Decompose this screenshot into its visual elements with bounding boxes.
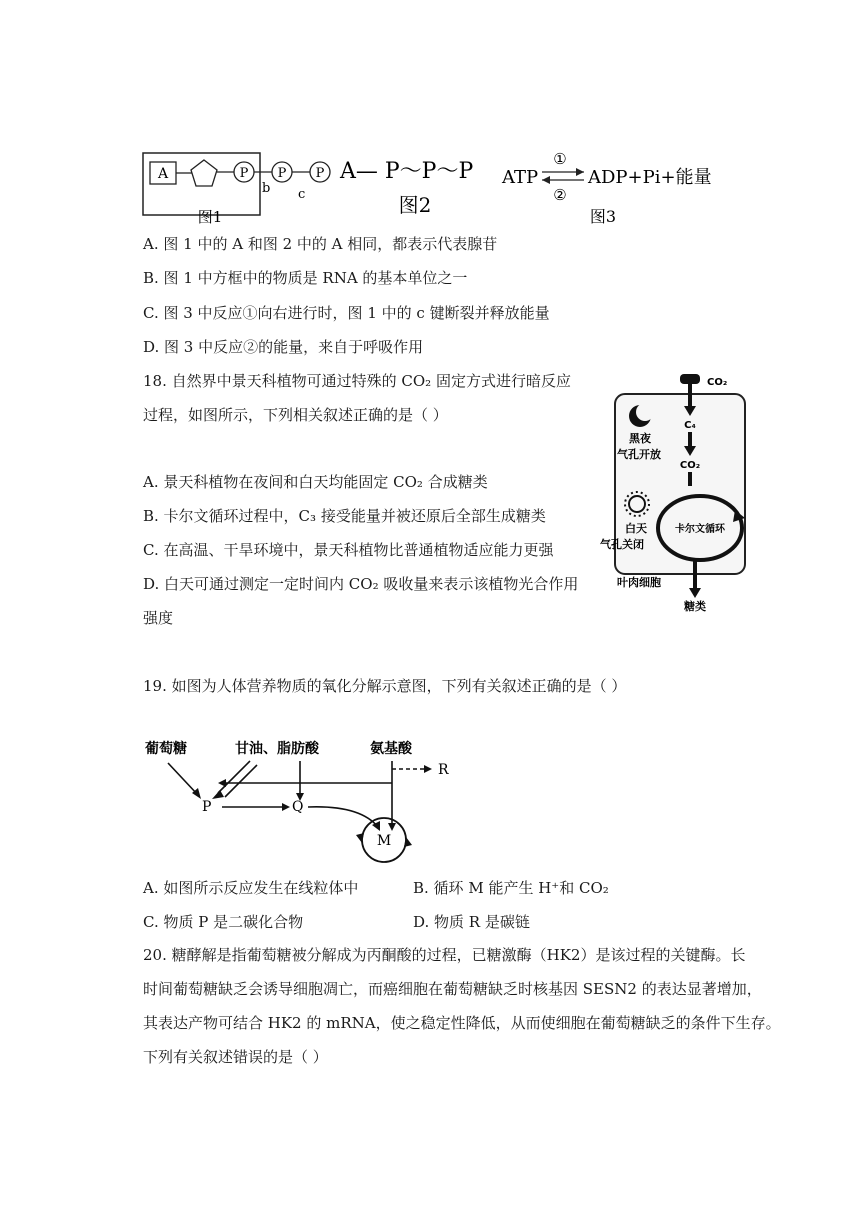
sugar-label: 糖类 xyxy=(684,600,706,613)
fig3-caption: 图3 xyxy=(589,207,617,226)
q18-option-c: C. 在高温、干旱环境中，景天科植物比普通植物适应能力更强 xyxy=(143,541,554,559)
q18-stem-line-1: 18. 自然界中景天科植物可通过特殊的 CO₂ 固定方式进行暗反应 xyxy=(143,372,571,390)
r-label: R xyxy=(438,762,449,778)
adp-products: ADP+Pi+能量 xyxy=(588,167,712,188)
svg-text:卡尔文循环: 卡尔文循环 xyxy=(675,524,725,535)
svg-text:P: P xyxy=(277,166,287,181)
c4-label: C₄ xyxy=(684,420,696,431)
atp-label: ATP xyxy=(502,167,539,188)
q17-option-d: D. 图 3 中反应②的能量，来自于呼吸作用 xyxy=(143,338,424,356)
q20-line-1: 20. 糖酵解是指葡萄糖被分解成为丙酮酸的过程，已糖激酶（HK2）是该过程的关键酶。长 xyxy=(143,946,746,964)
q20-line-2: 时间葡萄糖缺乏会诱导细胞凋亡，而癌细胞在葡萄糖缺乏时核基因 SESN2 的表达显著增加， xyxy=(143,980,762,998)
glycerol-fatty-acid-label: 甘油、脂肪酸 xyxy=(235,741,319,757)
q18-stem-line-2: 过程，如图所示，下列相关叙述正确的是（ ） xyxy=(143,406,448,424)
q18-option-d-continued: 强度 xyxy=(143,609,174,627)
day-label: 白天 xyxy=(625,522,647,535)
glucose-label: 葡萄糖 xyxy=(145,741,187,757)
q17-option-b: B. 图 1 中方框中的物质是 RNA 的基本单位之一 xyxy=(143,269,468,287)
figure-2 xyxy=(339,159,473,217)
q19-option-c: C. 物质 P 是二碳化合物 xyxy=(143,913,304,931)
fig2-caption: 图2 xyxy=(398,193,432,217)
figure-atp-structures xyxy=(140,140,740,230)
q17-option-c: C. 图 3 中反应①向右进行时，图 1 中的 c 键断裂并释放能量 xyxy=(143,304,550,322)
q18-option-b: B. 卡尔文循环过程中，C₃ 接受能量并被还原后全部生成糖类 xyxy=(143,507,546,525)
q18-option-a: A. 景天科植物在夜间和白天均能固定 CO₂ 合成糖类 xyxy=(143,473,488,491)
mesophyll-label: 叶肉细胞 xyxy=(617,576,661,589)
q20-line-3: 其表达产物可结合 HK2 的 mRNA，使之稳定性降低，从而使细胞在葡萄糖缺乏的条件下生存。 xyxy=(143,1014,781,1032)
q18-option-d: D. 白天可通过测定一定时间内 CO₂ 吸收量来表示该植物光合作用 xyxy=(143,575,579,593)
bond-c-label: c xyxy=(298,187,306,202)
q20-line-4: 下列有关叙述错误的是（ ） xyxy=(143,1048,328,1066)
co2-top-label: CO₂ xyxy=(707,377,728,388)
amino-acid-label: 氨基酸 xyxy=(370,741,412,757)
atp-formula: A— P～P～P xyxy=(340,159,474,184)
stomata-open-label: 气孔开放 xyxy=(617,448,661,461)
fig1-caption: 图1 xyxy=(197,208,223,226)
svg-text:P: P xyxy=(315,166,325,181)
reaction-2-label: ② xyxy=(553,186,567,204)
fig1-base-letter: A xyxy=(157,166,169,182)
ribose-pentagon xyxy=(191,160,217,186)
m-label: M xyxy=(376,833,392,849)
q-label: Q xyxy=(292,799,304,815)
stomata-closed-label: 气孔关闭 xyxy=(600,538,644,551)
bond-b-label: b xyxy=(262,181,271,196)
cam-pathway-figure xyxy=(595,370,755,613)
co2-mid-label: CO₂ xyxy=(679,460,701,471)
nutrient-oxidation-figure xyxy=(140,735,480,865)
reaction-1-label: ① xyxy=(553,150,567,168)
q19-option-b: B. 循环 M 能产生 H⁺和 CO₂ xyxy=(413,879,609,897)
night-label: 黑夜 xyxy=(629,432,651,445)
svg-text:P: P xyxy=(239,166,249,181)
p-label: P xyxy=(202,799,212,815)
figure-3 xyxy=(501,150,712,226)
q19-stem: 19. 如图为人体营养物质的氧化分解示意图，下列有关叙述正确的是（ ） xyxy=(143,677,627,695)
figure-1 xyxy=(143,153,330,226)
q17-option-a: A. 图 1 中的 A 和图 2 中的 A 相同，都表示代表腺苷 xyxy=(143,235,498,253)
q19-option-a: A. 如图所示反应发生在线粒体中 xyxy=(143,879,359,897)
q19-option-d: D. 物质 R 是碳链 xyxy=(413,913,530,931)
